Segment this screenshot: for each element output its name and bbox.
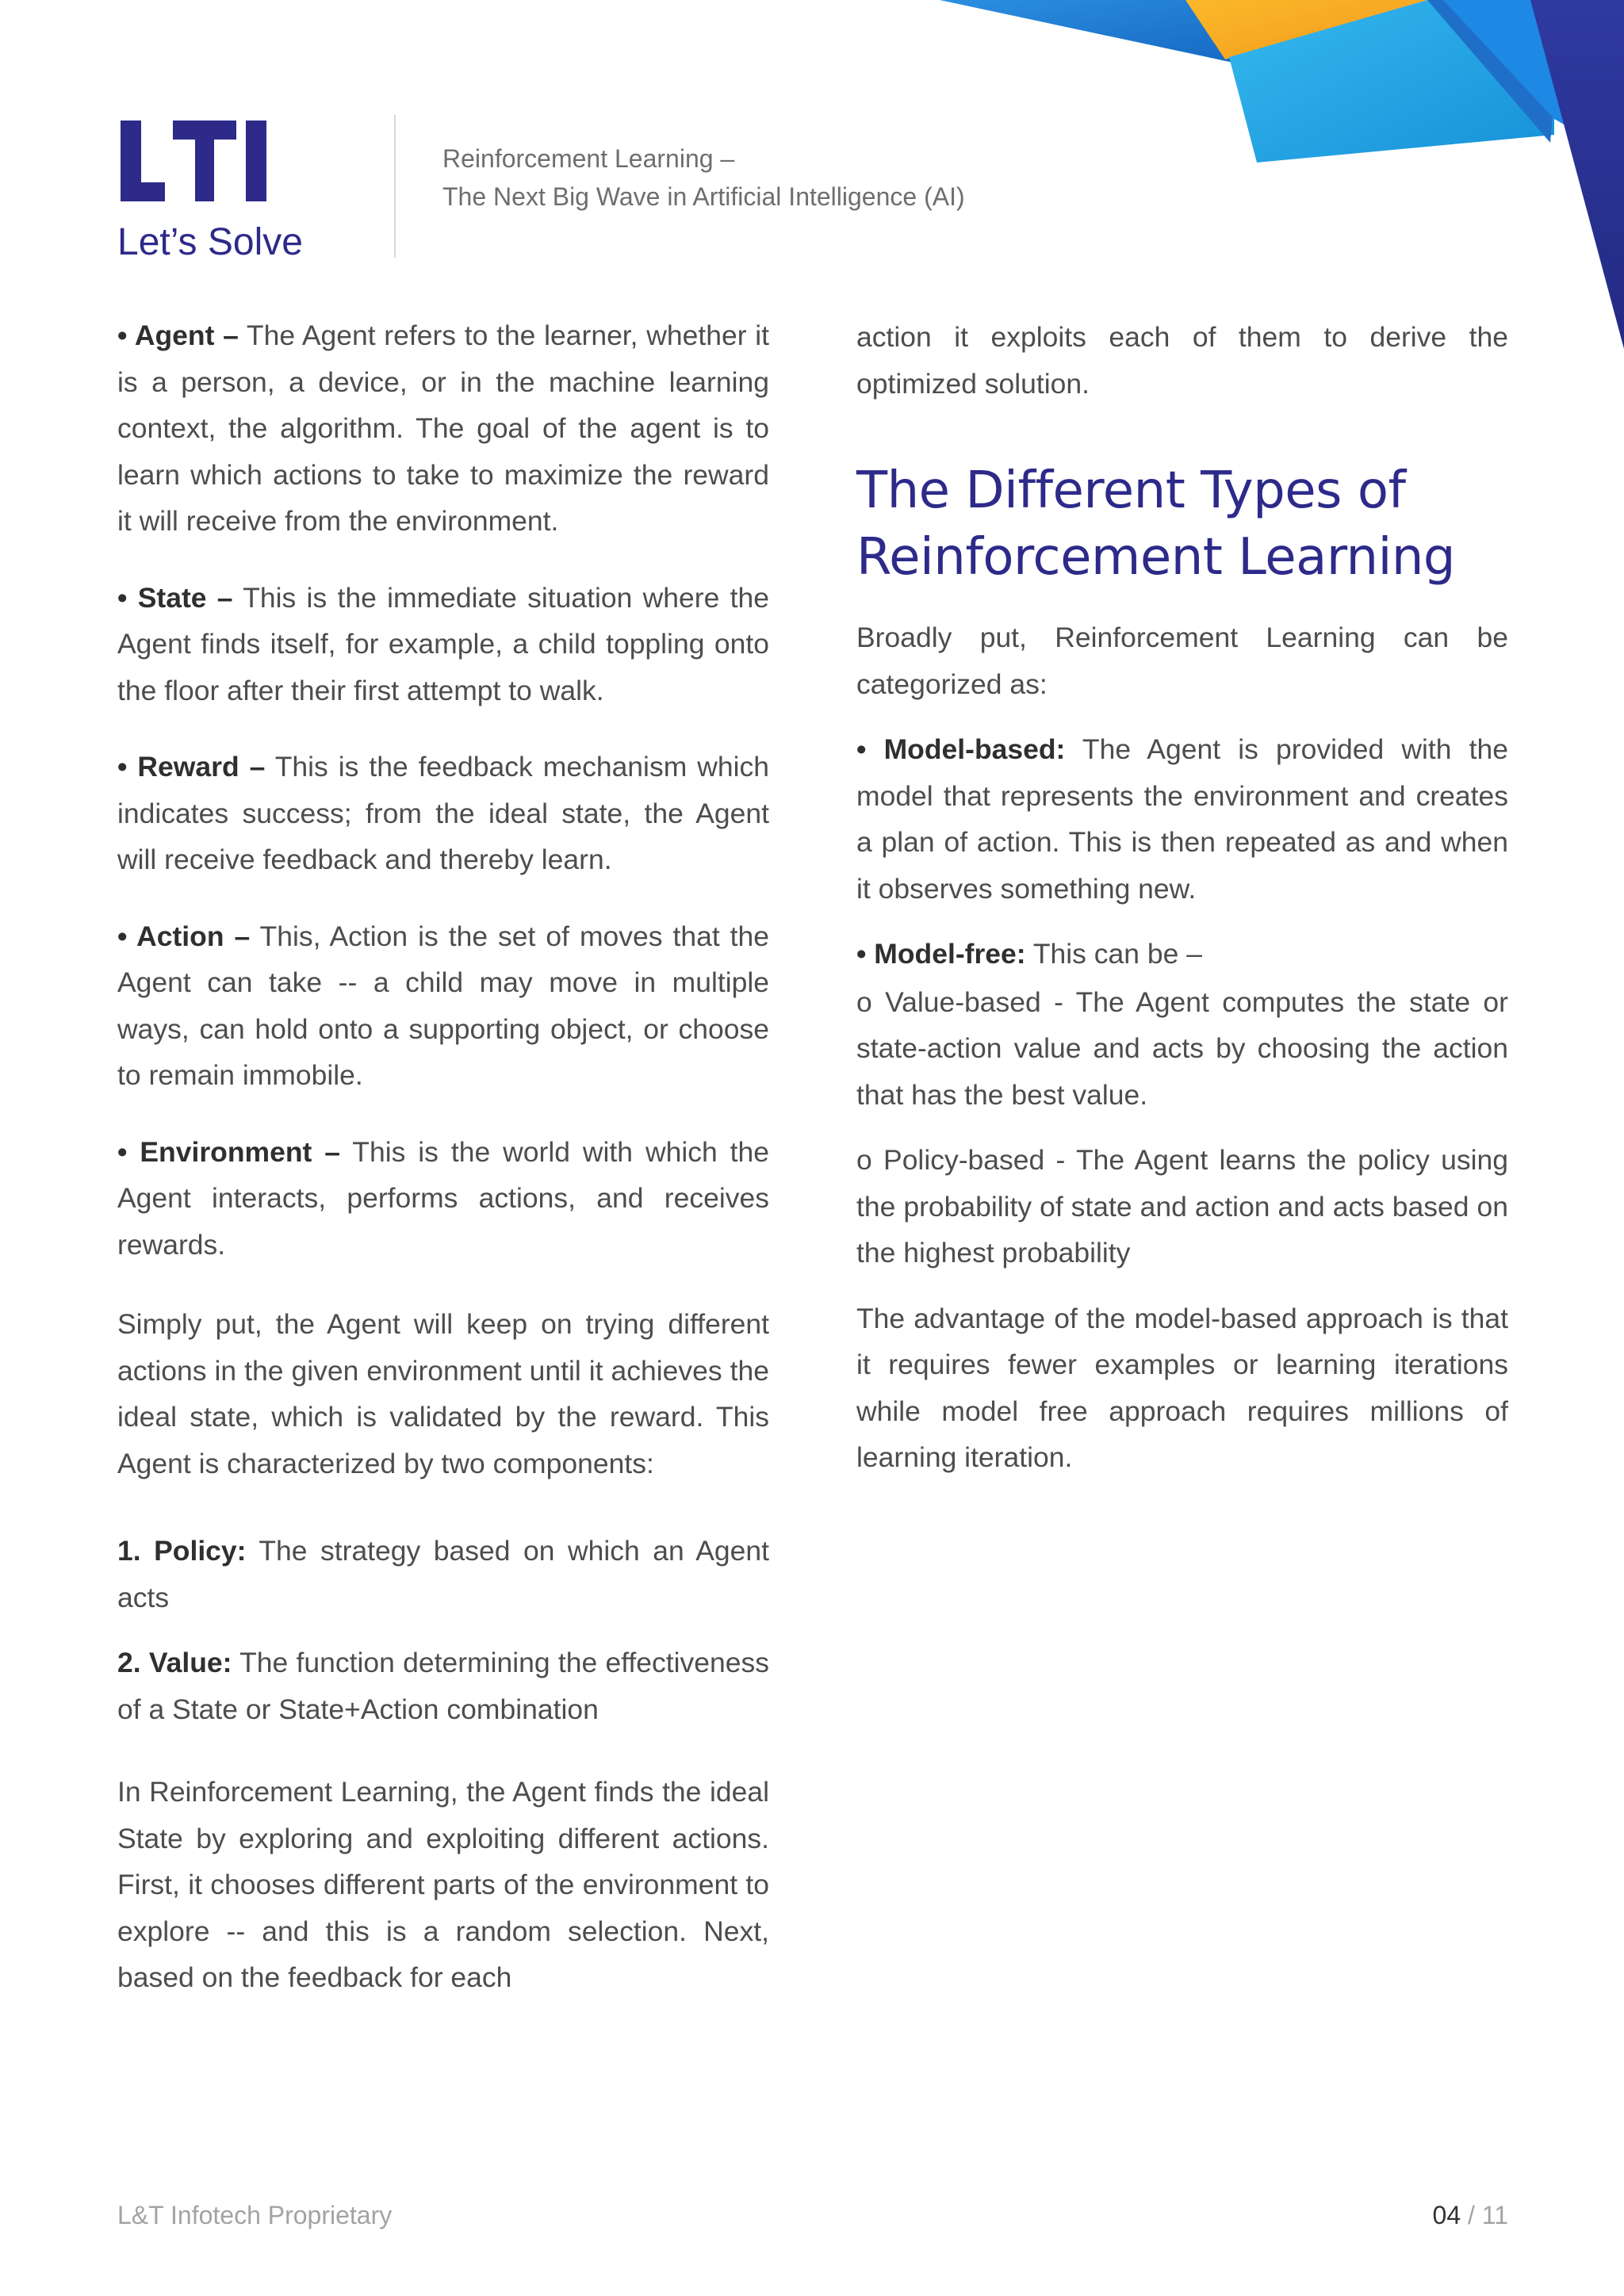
model-free-term: • Model-free:: [856, 938, 1026, 970]
policy-based-item: o Policy-based - The Agent learns the policy using the probability of state and action and acts based on the highest probability: [856, 1144, 1508, 1269]
page-total: 11: [1481, 2201, 1508, 2229]
right-column: [856, 314, 1508, 1481]
document-title-line-2: The Next Big Wave in Artificial Intelligence (AI): [442, 182, 965, 211]
lti-logo-mark: [117, 119, 284, 206]
document-title-line-1: Reinforcement Learning –: [442, 144, 735, 173]
value-component: 2. Value: The function determining the effectiveness of a State or State+Action combination: [117, 1647, 770, 1725]
agent-definition: • Agent – The Agent refers to the learner, whether it is a person, a device, or in the machine learning context, the algorithm. The goal of the agent is to learn which actions to take to maximize the reward it will receive from the environment.: [117, 320, 769, 537]
agent-term: • Agent –: [117, 320, 239, 351]
logo-tagline: Let’s Solve: [117, 221, 303, 263]
environment-term: • Environment –: [117, 1135, 340, 1168]
reward-definition: • Reward – This is the feedback mechanism which indicates success; from the ideal state, the Agent will receive feedback and thereby learn.: [117, 751, 770, 875]
action-term: • Action –: [117, 920, 251, 952]
section-heading: The Different Types of Reinforcement Learning: [856, 461, 1456, 587]
state-term: • State –: [117, 581, 233, 614]
page-current: 04: [1432, 2201, 1461, 2229]
explore-paragraph: In Reinforcement Learning, the Agent finds the ideal State by exploring and exploiting different actions. First, it chooses different parts of the environment to explore -- and this is a random selection. Next, based on the feedback for each: [117, 1776, 769, 1993]
intro-paragraph: Broadly put, Reinforcement Learning can be categorized as:: [856, 622, 1508, 700]
policy-component: 1. Policy: The strategy based on which an Agent acts: [117, 1535, 769, 1613]
model-based-item: • Model-based: The Agent is provided with the model that represents the environment and creates a plan of action. This is then repeated as and when it observes something new.: [856, 733, 1508, 905]
environment-definition: • Environment – This is the world with which the Agent interacts, performs actions, and receives rewards.: [117, 1135, 769, 1261]
footer-proprietary: L&T Infotech Proprietary: [117, 2201, 393, 2229]
page-number: 04 / 11: [1432, 2201, 1508, 2229]
action-definition: • Action – This, Action is the set of moves that the Agent can take -- a child may move in multiple ways, can hold onto a supporting object, or choose to remain immobile.: [117, 920, 769, 1091]
advantage-paragraph: The advantage of the model-based approach is that it requires fewer examples or learning iterations while model free approach requires millions of learning iteration.: [856, 1302, 1508, 1473]
model-based-term: • Model-based:: [856, 733, 1066, 765]
summary-paragraph: Simply put, the Agent will keep on trying different actions in the given environment until it achieves the ideal state, which is validated by the reward. This Agent is characterized by two components:: [117, 1308, 769, 1479]
model-free-item: • Model-free: This can be –: [856, 938, 1202, 970]
left-column: [117, 312, 769, 2001]
policy-term: 1. Policy:: [117, 1535, 247, 1567]
lti-logo: [117, 119, 303, 270]
value-based-item: o Value-based - The Agent computes the state or state-action value and acts by choosing the action that has the best value.: [856, 985, 1508, 1111]
state-definition: • State – This is the immediate situation where the Agent finds itself, for example, a child toppling onto the floor after their first attempt to walk.: [117, 581, 769, 706]
header-divider: [394, 115, 396, 258]
value-term: 2. Value:: [117, 1647, 232, 1678]
reward-term: • Reward –: [117, 751, 266, 783]
document-title: [442, 140, 965, 216]
continuation-paragraph: action it exploits each of them to derive the optimized solution.: [856, 321, 1508, 400]
